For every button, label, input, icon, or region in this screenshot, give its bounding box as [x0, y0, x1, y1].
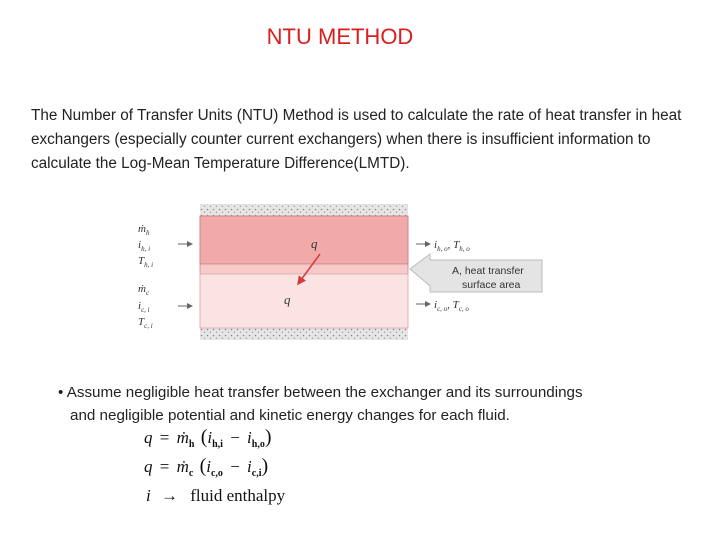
- top-wall: [200, 204, 408, 216]
- svg-text:ṁc: [138, 283, 150, 297]
- mdot-c-sub: c: [145, 289, 150, 297]
- hot-inlet-labels: [138, 223, 153, 269]
- i-h-in: i: [138, 239, 142, 251]
- t-h-in: T: [138, 255, 145, 267]
- equations: [140, 425, 340, 510]
- hot-fluid-channel: [200, 216, 408, 264]
- bullet-marker: •: [58, 384, 64, 401]
- bullet-line1: Assume negligible heat transfer between the exchanger and its surroundings: [66, 384, 583, 401]
- svg-text:ic, i: [138, 300, 150, 314]
- cold-fluid-channel: [200, 274, 408, 328]
- svg-text:Tc, i: [138, 316, 153, 330]
- cold-outlet-label: $i_{c, o}$, $T_{c, o}$: [434, 299, 469, 313]
- t-c-in: T: [138, 316, 145, 328]
- svg-text:Th, i: [138, 255, 153, 269]
- slide-title: NTU METHOD: [266, 24, 414, 49]
- hot-outlet-label: $i_{h, o}$, $T_{h, o}$: [434, 239, 470, 253]
- bottom-wall: [200, 328, 408, 340]
- mdot-h-sub: h: [145, 229, 150, 237]
- i-h-in-sub: h, i: [141, 245, 151, 253]
- mdot-c: ṁ: [138, 283, 146, 295]
- intro-paragraph: The Number of Transfer Units (NTU) Method is used to calculate the rate of heat transfer in heat exchangers (especially counter current exchangers) when there is insufficient information to calculate the Log-Mean Temperature Difference(LMTD).: [31, 107, 682, 172]
- heat-exchanger-diagram: [128, 196, 548, 346]
- bullet-line2: and negligible potential and kinetic energy changes for each fluid.: [70, 407, 510, 424]
- i-c-in: i: [138, 300, 142, 312]
- t-h-in-sub: h, i: [144, 261, 154, 269]
- area-label-line2: surface area: [462, 279, 521, 291]
- equation-hot: q = ṁ$_h$ ($i_{h,i}$ − $i_{h,o}$): [144, 426, 272, 450]
- q-label-top: q: [311, 236, 318, 251]
- mdot-h: ṁ: [138, 223, 146, 235]
- separating-wall: [200, 264, 408, 274]
- assumption-bullet: [58, 381, 698, 427]
- q-label-bottom: q: [284, 292, 291, 307]
- cold-inlet-labels: [138, 283, 153, 330]
- svg-text:ih, i: [138, 239, 150, 253]
- t-c-in-sub: c, i: [144, 322, 153, 330]
- area-label-line1: A, heat transfer: [452, 265, 524, 277]
- svg-text:ṁh: [138, 223, 150, 237]
- enthalpy-legend: i → fluid enthalpy: [146, 486, 286, 505]
- i-c-in-sub: c, i: [141, 306, 150, 314]
- equation-cold: q = ṁ$_c$ ($i_{c,o}$ − $i_{c,i}$): [144, 455, 269, 479]
